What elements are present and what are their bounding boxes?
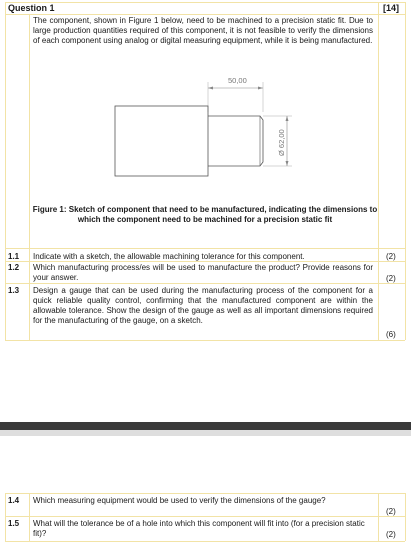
figure-caption: Figure 1: Sketch of component that need to be manufactured, indicating the dimensions to which the component need to be machined for a precision static fit <box>32 205 378 224</box>
rule <box>5 493 405 494</box>
rule <box>5 248 405 249</box>
rule <box>405 493 406 541</box>
rule <box>5 541 405 542</box>
rule <box>5 2 6 340</box>
question-title: Question 1 <box>8 3 55 13</box>
subquestion-text: What will the tolerance be of a hole into which this component will fit into (for a precision static fit)? <box>33 519 365 538</box>
question-intro: The component, shown in Figure 1 below, need to be machined to a precision static fit. Due to large production quantities required of this component, it is not feasible to verify the dimensions of each component using analog or digital measuring equipment, while it is being manufactured. <box>33 16 373 45</box>
rule <box>378 493 379 541</box>
rule <box>5 516 405 517</box>
subquestion-text: Design a gauge that can be used during the manufacturing process of the component for a quick reliable quality control, confirming that the manufactured component are within the allowable tolerance. Show the design of the gauge as well as all important dimensions required for the manufacturing of the gauge, on a sketch. <box>33 286 373 325</box>
rule <box>5 2 405 3</box>
subquestion-number: 1.5 <box>8 519 20 528</box>
component-body <box>115 106 208 176</box>
rule <box>29 14 30 340</box>
rule <box>378 2 379 340</box>
rule <box>5 283 405 284</box>
subquestion-text: Indicate with a sketch, the allowable machining tolerance for this component. <box>33 252 305 261</box>
rule <box>5 340 405 341</box>
dimension-length-label: 50,00 <box>228 76 247 85</box>
subquestion-marks: (6) <box>386 330 396 339</box>
component-shaft <box>208 116 263 166</box>
page-separator-light <box>0 430 411 436</box>
subquestion-text: Which measuring equipment would be used to verify the dimensions of the gauge? <box>33 496 326 505</box>
rule <box>5 14 405 15</box>
arrowhead <box>286 161 289 166</box>
dimension-diameter-label: Ø 62,00 <box>277 129 286 156</box>
component-sketch <box>100 72 310 202</box>
subquestion-number: 1.2 <box>8 263 20 272</box>
arrowhead <box>286 116 289 121</box>
question-total-marks: [14] <box>383 3 400 13</box>
page-separator-dark <box>0 422 411 430</box>
arrowhead <box>258 87 263 90</box>
subquestion-marks: (2) <box>386 274 396 283</box>
rule <box>29 493 30 541</box>
arrowhead <box>208 87 213 90</box>
subquestion-number: 1.1 <box>8 252 20 261</box>
subquestion-number: 1.3 <box>8 286 20 295</box>
rule <box>405 2 406 340</box>
subquestion-marks: (2) <box>386 252 396 261</box>
subquestion-text: Which manufacturing process/es will be used to manufacture the product? Provide reasons for your answer. <box>33 263 373 282</box>
subquestion-marks: (2) <box>386 530 396 539</box>
rule <box>5 493 6 541</box>
subquestion-number: 1.4 <box>8 496 20 505</box>
subquestion-marks: (2) <box>386 507 396 516</box>
